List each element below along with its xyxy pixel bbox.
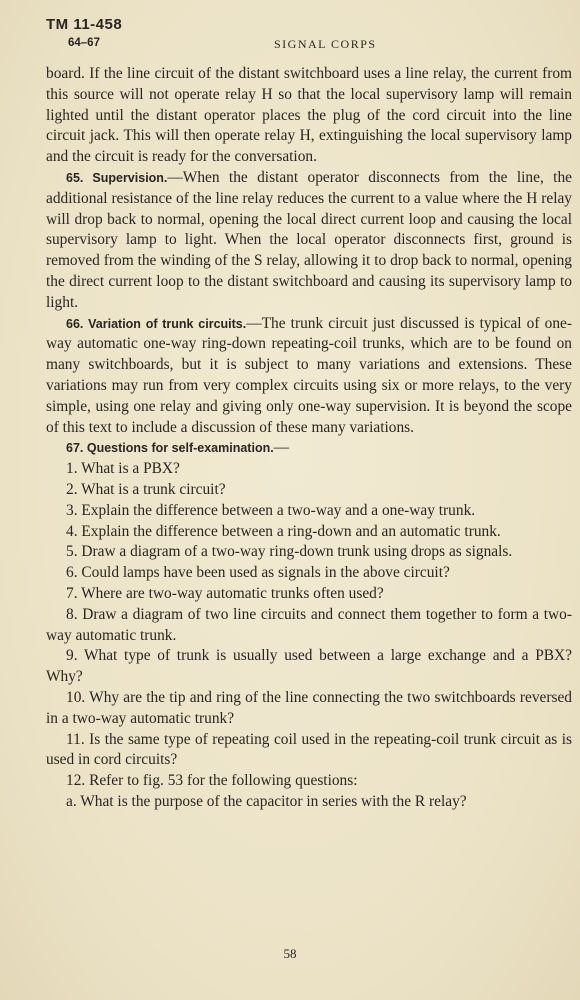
question-item: a. What is the purpose of the capacitor in series with the R relay?: [66, 792, 467, 810]
page-header: [46, 16, 572, 60]
paragraph-text: —The trunk circuit just discussed is typical of one-way automatic one-way ring-down repeating-coil trunks, which are to be found on many switchboards, but it is subject to many variations and extensions. These variations may run from very complex circuits using six or more relays, to the very simple, using one relay and giving only one-way supervision. It is beyond the scope of this text to include a discussion of these many variations.: [46, 314, 572, 436]
question-item: 1. What is a PBX?: [66, 460, 180, 478]
running-head: SIGNAL CORPS: [274, 37, 377, 51]
question-item: 3. Explain the difference between a two-way and a one-way trunk.: [66, 501, 476, 519]
question-item: 4. Explain the difference between a ring-down and an automatic trunk.: [66, 522, 501, 540]
continuation-paragraph: board. If the line circuit of the distant switchboard uses a line relay, the current from this source will not operate relay H so that the local supervisory lamp will remain lighted until the distant operator places the plug of the cord circuit into the line circuit jack. This will then operate relay H, extinguishing the local supervisory lamp and the circuit is ready for the conversation.: [46, 65, 572, 166]
question-item: 6. Could lamps have been used as signals in the above circuit?: [66, 564, 450, 582]
paragraph-heading: 65. Supervision.: [66, 170, 168, 185]
question-item: 9. What type of trunk is usually used between a large exchange and a PBX? Why?: [46, 647, 572, 686]
page-number: 58: [283, 946, 297, 961]
manual-number: TM 11-458: [46, 16, 123, 33]
question-item: 10. Why are the tip and ring of the line connecting the two switchboards reversed in a two-way automatic trunk?: [46, 688, 572, 727]
question-item: 12. Refer to fig. 53 for the following questions:: [66, 772, 358, 790]
paragraph-heading: 67. Questions for self-examination.: [66, 441, 274, 456]
paragraph-65: [46, 168, 572, 314]
question-item: 5. Draw a diagram of a two-way ring-down trunk using drops as signals.: [66, 543, 513, 561]
question-list: [46, 459, 572, 813]
question-item: 7. Where are two-way automatic trunks often used?: [66, 584, 384, 602]
paragraph-67: [46, 438, 572, 459]
question-item: 11. Is the same type of repeating coil used in the repeating-coil trunk circuit as is used in cord circuits?: [46, 730, 572, 769]
question-item: 2. What is a trunk circuit?: [66, 480, 226, 498]
section-range: 64–67: [68, 37, 100, 49]
body-text: [46, 64, 572, 813]
paragraph-text: —When the distant operator disconnects from the line, the additional resistance of the line relay reduces the current to a value where the H relay will drop back to normal, opening the local direct current loop and causing the local supervisory lamp to light. When the local operator disconnects first, ground is removed from the winding of the S relay, allowing it to drop back to normal, opening the direct current loop to the distant switchboard and causing its supervisory lamp to light.: [46, 168, 572, 311]
paragraph-66: [46, 314, 572, 439]
question-item: 8. Draw a diagram of two line circuits and connect them together to form a two-way automatic trunk.: [46, 605, 572, 644]
paragraph-heading: 66. Variation of trunk circuits.: [66, 316, 247, 331]
heading-dash: —: [273, 439, 290, 457]
